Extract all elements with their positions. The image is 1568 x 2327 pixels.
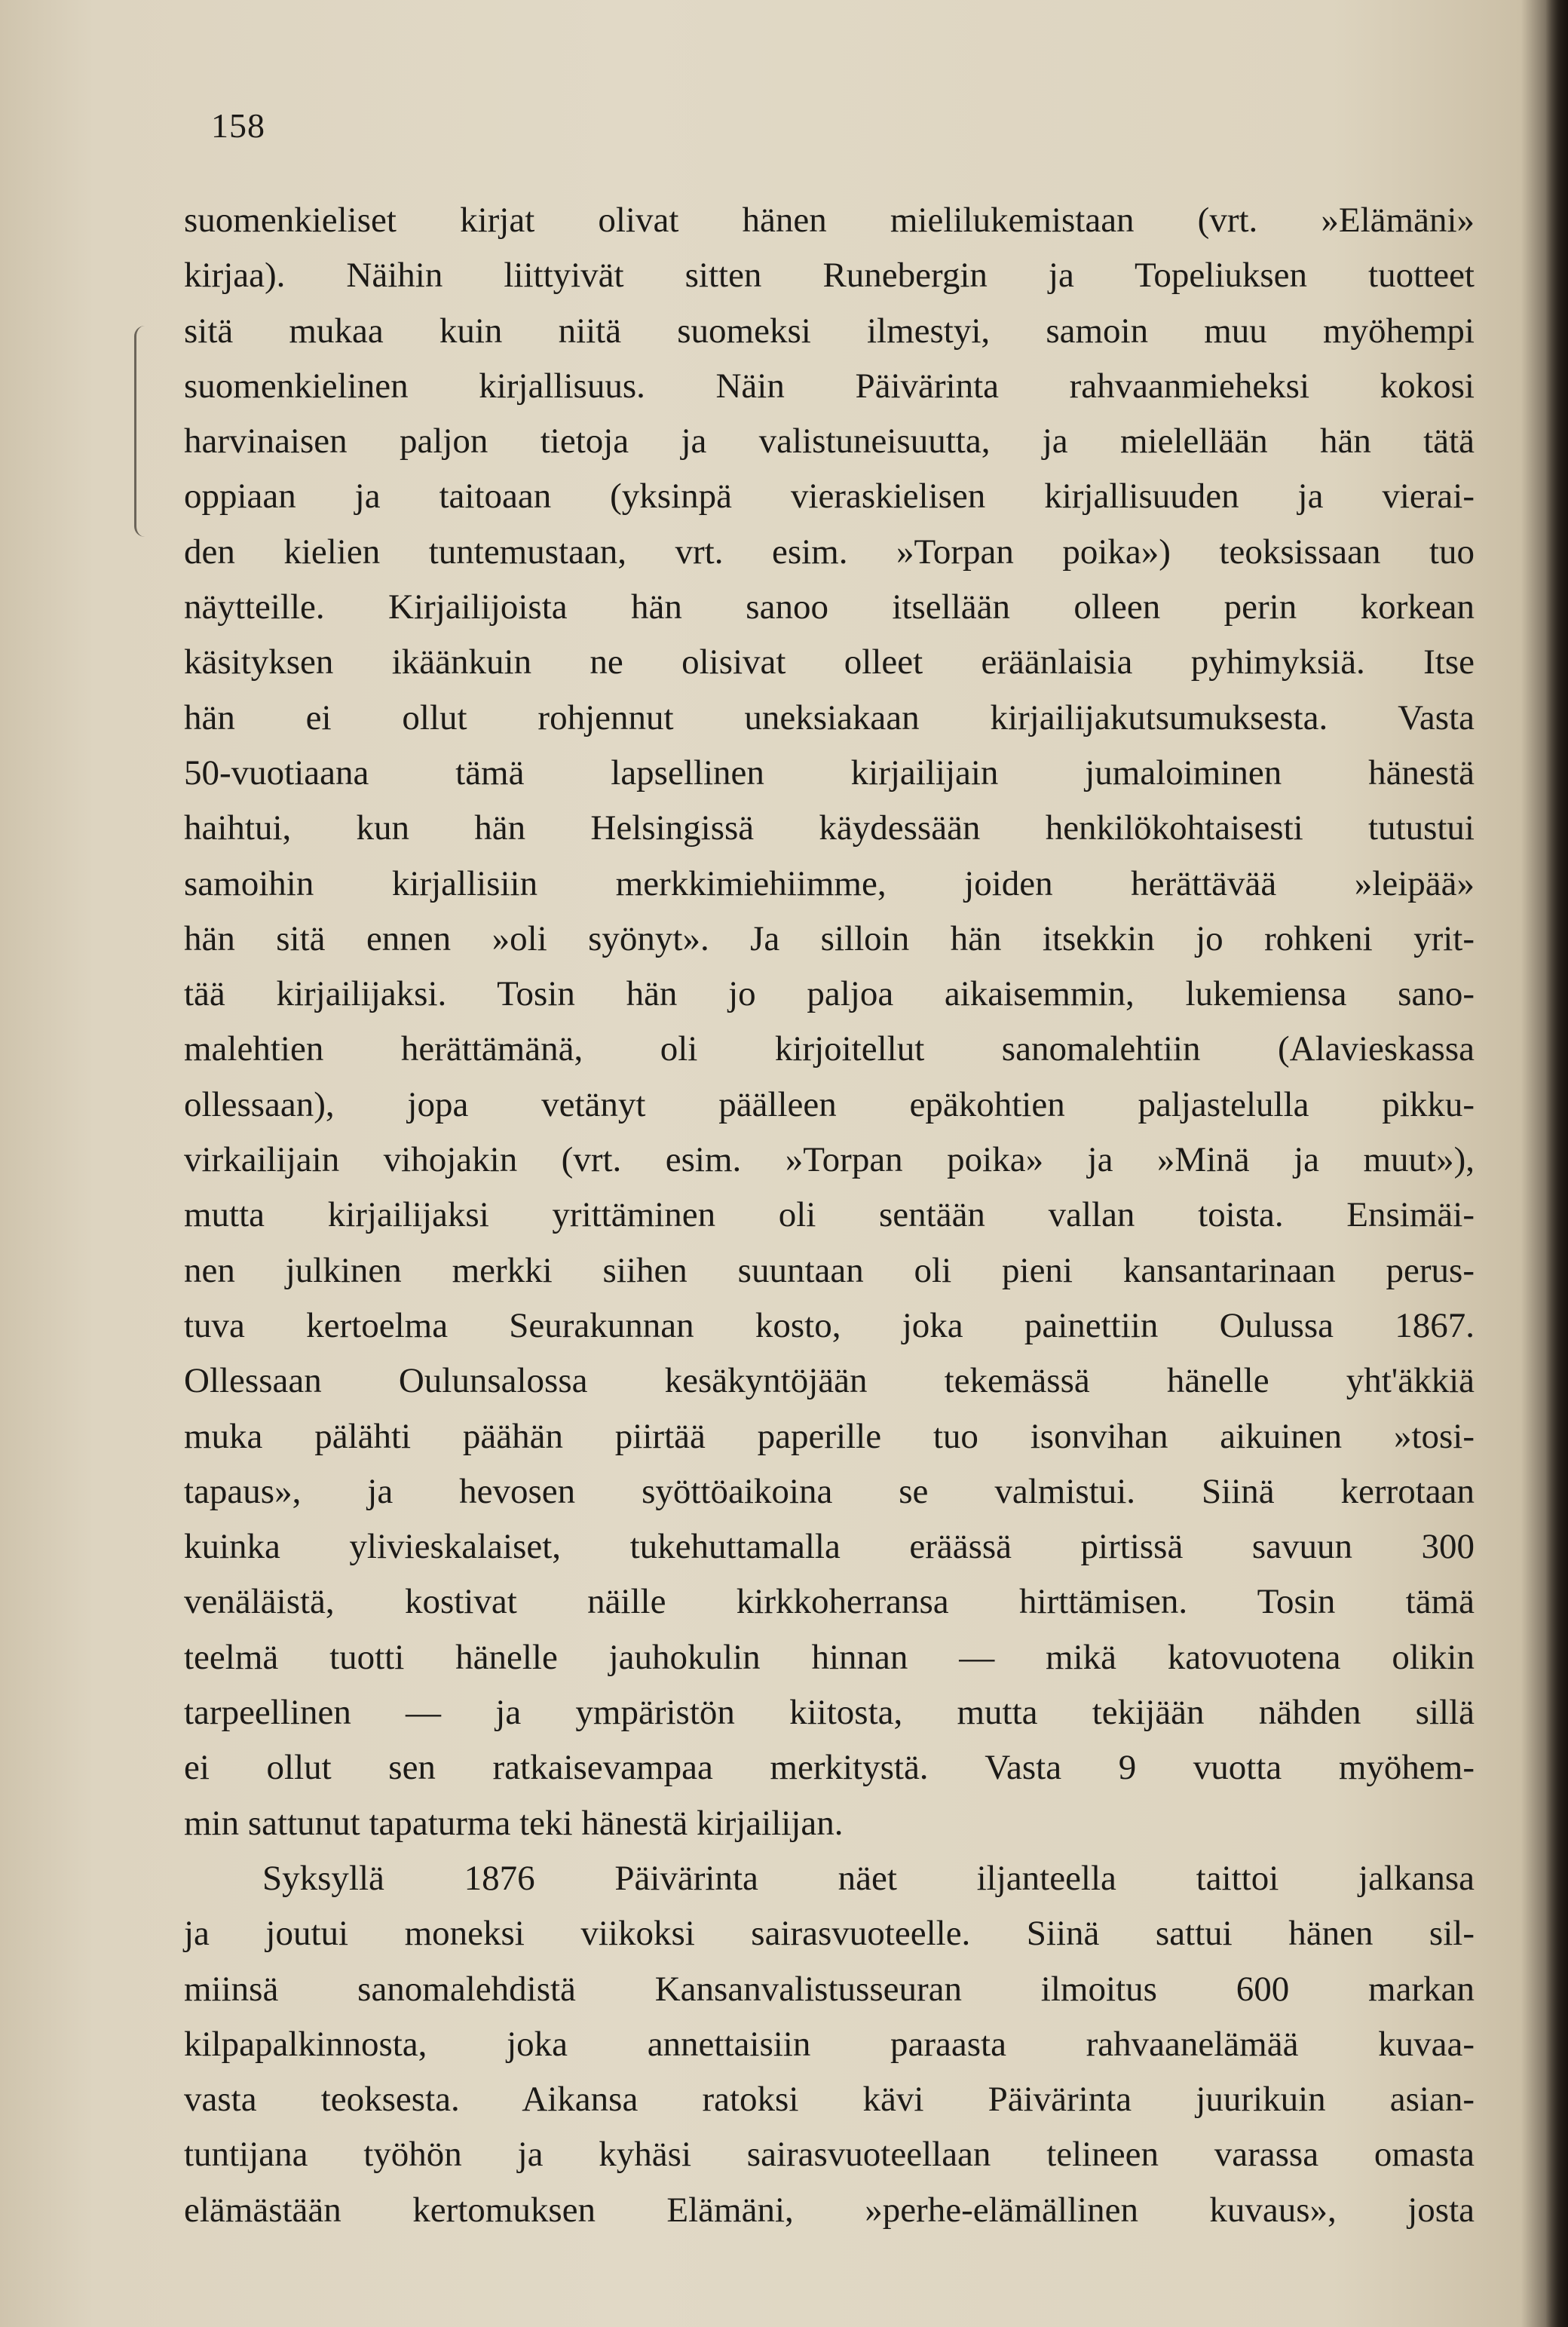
spine-shadow (1545, 0, 1568, 2327)
text-line: venäläistä, kostivat näille kirkkoherransa hirttämisen. Tosin tämä (184, 1582, 1475, 1622)
text-line: suomenkieliset kirjat olivat hänen mielilukemistaan (vrt. »Elämäni» (184, 201, 1475, 240)
text-line: tapaus», ja hevosen syöttöaikoina se valmistui. Siinä kerrotaan (184, 1471, 1475, 1511)
text-line: hän ei ollut rohjennut uneksiakaan kirjailijakutsumuksesta. Vasta (184, 697, 1475, 737)
text-line: kuinka ylivieskalaiset, tukehuttamalla eräässä pirtissä savuun 300 (184, 1527, 1475, 1567)
text-line: kirjaa). Näihin liittyivät sitten Runebergin ja Topeliuksen tuotteet (184, 256, 1475, 296)
text-line: Ollessaan Oulunsalossa kesäkyntöjään tekemässä hänelle yht'äkkiä (184, 1361, 1475, 1401)
text-line: samoihin kirjallisiin merkkimiehiimme, joiden herättävää »leipää» (184, 863, 1475, 903)
text-line: hän sitä ennen »oli syönyt». Ja silloin hän itsekkin jo rohkeni yrit- (184, 918, 1475, 958)
margin-pencil-mark (134, 326, 155, 537)
text-line: kilpapalkinnosta, joka annettaisiin paraasta rahvaanelämää kuvaa- (184, 2024, 1475, 2064)
text-line: teelmä tuotti hänelle jauhokulin hinnan — mikä katovuotena olikin (184, 1637, 1475, 1677)
text-line: ei ollut sen ratkaisevampaa merkitystä. Vasta 9 vuotta myöhem- (184, 1748, 1475, 1788)
page-number: 158 (211, 106, 265, 145)
text-line: virkailijain vihojakin (vrt. esim. »Torpan poika» ja »Minä ja muut»), (184, 1140, 1475, 1180)
text-line: käsityksen ikäänkuin ne olisivat olleet eräänlaisia pyhimyksiä. Itse (184, 642, 1475, 682)
text-line: min sattunut tapaturma teki hänestä kirjailijan. (184, 1803, 844, 1843)
text-line: malehtien herättämänä, oli kirjoitellut sanomalehtiin (Alavieskassa (184, 1029, 1475, 1069)
text-line: den kielien tuntemustaan, vrt. esim. »Torpan poika») teoksissaan tuo (184, 532, 1475, 572)
text-line: oppiaan ja taitoaan (yksinpä vieraskielisen kirjallisuuden ja vierai- (184, 477, 1475, 517)
text-line: ollessaan), jopa vetänyt päälleen epäkohtien paljastelulla pikku- (184, 1084, 1475, 1124)
text-line: mutta kirjailijaksi yrittäminen oli sentään vallan toista. Ensimäi- (184, 1195, 1475, 1235)
text-line: muka pälähti päähän piirtää paperille tuo isonvihan aikuinen »tosi- (184, 1416, 1475, 1456)
text-line: miinsä sanomalehdistä Kansanvalistusseuran ilmoitus 600 markan (184, 1969, 1475, 2009)
text-line: haihtui, kun hän Helsingissä käydessään henkilökohtaisesti tutustui (184, 808, 1475, 848)
text-line: tuntijana työhön ja kyhäsi sairasvuoteellaan telineen varassa omasta (184, 2135, 1475, 2175)
text-line: elämästään kertomuksen Elämäni, »perhe-elämällinen kuvaus», josta (184, 2190, 1475, 2230)
text-line: tää kirjailijaksi. Tosin hän jo paljoa aikaisemmin, lukemiensa sano- (184, 974, 1475, 1014)
text-line: tuva kertoelma Seurakunnan kosto, joka painettiin Oulussa 1867. (184, 1305, 1475, 1345)
text-line: vasta teoksesta. Aikansa ratoksi kävi Päivärinta juurikuin asian- (184, 2080, 1475, 2120)
body-text (184, 193, 1475, 2238)
text-line: harvinaisen paljon tietoja ja valistuneisuutta, ja mielellään hän tätä (184, 422, 1475, 461)
text-line: näytteille. Kirjailijoista hän sanoo itsellään olleen perin korkean (184, 587, 1475, 627)
text-line: nen julkinen merkki siihen suuntaan oli pieni kansantarinaan perus- (184, 1250, 1475, 1290)
text-line: 50-vuotiaana tämä lapsellinen kirjailijain jumaloiminen hänestä (184, 753, 1475, 793)
text-line: suomenkielinen kirjallisuus. Näin Päivärinta rahvaanmieheksi kokosi (184, 366, 1475, 406)
text-line: tarpeellinen — ja ympäristön kiitosta, mutta tekijään nähden sillä (184, 1693, 1475, 1733)
text-line: sitä mukaa kuin niitä suomeksi ilmestyi, samoin muu myöhempi (184, 311, 1475, 351)
text-line: ja joutui moneksi viikoksi sairasvuoteelle. Siinä sattui hänen sil- (184, 1914, 1475, 1954)
text-line: Syksyllä 1876 Päivärinta näet iljanteella taittoi jalkansa (262, 1858, 1475, 1898)
